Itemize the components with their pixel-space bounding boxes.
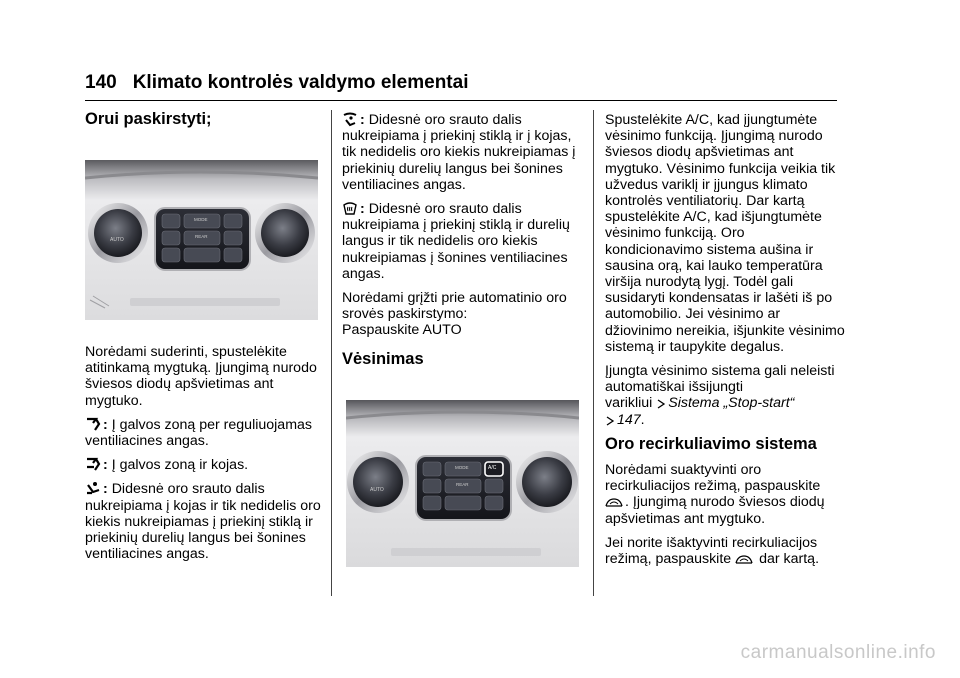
paragraph: Norėdami suderinti, spustelėkite atitinkamą mygtuką. Įjungimą nurodo šviesos diodų apšvietimas ant mygtuko. [85, 344, 317, 409]
rear-label: REAR [456, 482, 469, 487]
paragraph: Norėdami suaktyvinti oro recirkuliacijos režimą, paspauskite . Įjungimą nurodo šviesos diodų apšvietimas ant mygtuko. [605, 462, 825, 527]
column-3 [605, 112, 845, 575]
recirculation-car-icon [735, 554, 753, 566]
section-heading: Oro recirkuliavimo sistema [605, 434, 817, 453]
climate-panel-photo-1 [85, 160, 318, 320]
airflow-head-feet-icon [85, 457, 101, 472]
cross-reference-link[interactable]: Sistema „Stop-start“ [668, 395, 795, 412]
watermark: carmanualsonline.info [740, 642, 936, 663]
paragraph: Norėdami grįžti prie automatinio oro srovės paskirstymo: Paspauskite AUTO [342, 290, 567, 339]
paragraph: Įjungta vėsinimo sistema gali neleisti automatiškai išsijungti varikliui Sistema „Stop-start“ 147. [605, 363, 835, 428]
column-1 [85, 111, 325, 137]
ac-button-label: A/C [488, 465, 497, 471]
mode-item-head: : Į galvos zoną per reguliuojamas ventiliacines angas. [85, 416, 313, 450]
page-title: Klimato kontrolės valdymo elementai [132, 72, 469, 93]
defrost-icon [342, 201, 358, 216]
column-divider [331, 110, 332, 596]
mode-label: MODE [194, 217, 208, 222]
airflow-head-icon [85, 417, 101, 432]
section-heading: Vėsinimas [342, 349, 424, 368]
dial-left-label: AUTO [110, 237, 124, 243]
column-divider [593, 110, 594, 596]
section-heading: Orui paskirstyti; [85, 110, 212, 128]
column-2 [342, 112, 587, 377]
airflow-feet-icon [85, 481, 101, 496]
paragraph: Spustelėkite A/C, kad įjungtumėte vėsinimo funkciją. Įjungimą nurodo šviesos diodų apšvietimas ant mygtuko. Vėsinimo funkcija veikia tik užvedus variklį ir įjungus klimato kontrolės ventiliatorių. Dar kartą spustelėkite A/C, kad išjungtumėte vėsinimo funkciją. Oro kondicionavimo sistema aušina ir sausina orą, kai lauko temperatūra viršija nurodytą lygį. Todėl gali susidaryti kondensatas ir lašėti iš po automobilio. Jei vėsinimo ar džiovinimo nereikia, išjunkite vėsinimo sistemą ir taupykite degalus. [605, 112, 845, 355]
cross-reference-page[interactable]: 147 [617, 411, 641, 428]
header-rule [85, 100, 837, 101]
mode-label: MODE [455, 465, 469, 470]
mode-item-defog-feet: : Didesnė oro srauto dalis nukreipiama į priekinį stiklą ir į kojas, tik nedidelis oro kiekis nukreipiamas į priekinių durelių langus bei šonines ventiliacines angas. [342, 112, 576, 193]
page-number: 140 [85, 72, 117, 93]
column-1-body [85, 344, 325, 570]
mode-item-head-feet: : Į galvos zoną ir kojas. [85, 457, 325, 473]
rear-label: REAR [195, 234, 208, 239]
cross-reference-arrow-icon [656, 398, 666, 410]
climate-panel-photo-2 [346, 400, 579, 567]
dial-left-label: AUTO [370, 487, 384, 493]
mode-item-defrost: : Didesnė oro srauto dalis nukreipiama į priekinį stiklą ir durelių langus ir tik nedidelis oro kiekis nukreipiamas į šonines ventiliacines angas. [342, 201, 570, 282]
mode-item-feet: : Didesnė oro srauto dalis nukreipiama į kojas ir tik nedidelis oro kiekis nukreipiamas į priekinį stiklą ir priekinių durelių langus bei šonines ventiliacines angas. [85, 481, 321, 563]
page-header [85, 72, 468, 94]
airflow-defog-feet-icon [342, 112, 358, 127]
paragraph: Jei norite išaktyvinti recirkuliacijos režimą, paspauskite dar kartą. [605, 534, 820, 568]
recirculation-car-icon [605, 497, 623, 509]
cross-reference-arrow-icon [605, 415, 615, 427]
